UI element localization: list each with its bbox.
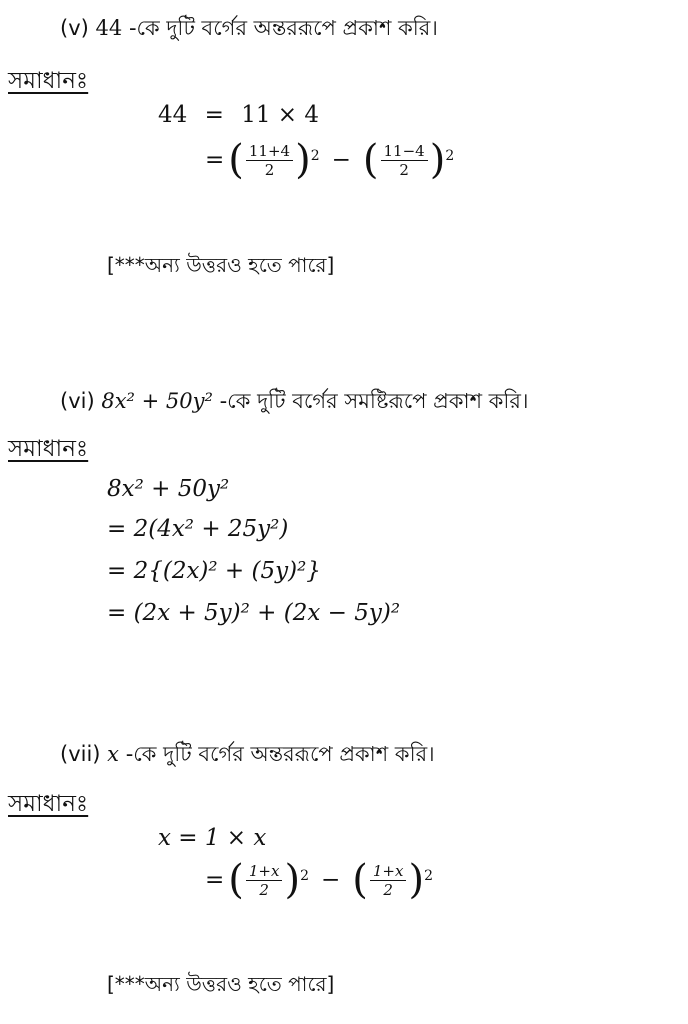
eq-sign: =	[205, 147, 225, 173]
eq-sign: =	[205, 867, 225, 893]
solution-heading: সমাধানঃ	[8, 436, 89, 462]
step-4: = (2x + 5y)² + (2x − 5y)²	[107, 600, 401, 626]
fraction-numerator: 11+4	[246, 142, 293, 161]
equation-line-2: = ( $\frac{1+x}{2}$ ) $^2$ − ( $\frac{1+x}{2}$ ) $^2$	[205, 857, 433, 903]
fraction	[370, 862, 407, 899]
fraction	[246, 862, 283, 899]
exponent: 2	[445, 148, 455, 164]
minus-sign: −	[331, 147, 351, 173]
question-v	[60, 12, 438, 47]
question-math: x	[107, 742, 120, 766]
question-label: (v)	[60, 16, 89, 40]
fraction	[246, 142, 293, 179]
exponent: 2	[424, 868, 433, 884]
exponent: 2	[310, 148, 320, 164]
solution-heading: সমাধানঃ	[8, 68, 89, 94]
solution-heading: সমাধানঃ	[8, 791, 89, 817]
question-text: -কে দুটি বর্গের অন্তররূপে প্রকাশ করি।	[125, 742, 435, 766]
step-3: = 2{(2x)² + (5y)²}	[107, 558, 321, 584]
question-label: (vii)	[60, 742, 101, 766]
equation-line-2: = ( $\frac{11+4}{2}$ ) $^2$ − ( $\frac{11-4}{2}$ ) $^2$	[205, 137, 455, 183]
fraction-numerator: 1+x	[246, 862, 283, 881]
fraction-denominator: 2	[383, 880, 393, 899]
question-math: 8x² + 50y²	[101, 389, 213, 413]
fraction-numerator: 1+x	[370, 862, 407, 881]
eq-sign: =	[204, 102, 224, 128]
note-text: [***অন্য উত্তরও হতে পারে]	[107, 253, 335, 277]
question-label: (vi)	[60, 389, 95, 413]
note-text: [***অন্য উত্তরও হতে পারে]	[107, 972, 335, 996]
eq-right: 11 × 4	[241, 102, 319, 128]
equation-line-1	[158, 102, 319, 128]
question-vi	[60, 385, 528, 420]
question-math: 44	[95, 16, 123, 40]
eq-left: 44	[158, 102, 188, 128]
fraction-denominator: 2	[259, 880, 269, 899]
equation-line-1: x = 1 × x	[158, 825, 267, 851]
step-1: 8x² + 50y²	[107, 476, 230, 502]
exponent: 2	[300, 868, 309, 884]
fraction-numerator: 11−4	[381, 142, 428, 161]
fraction-denominator: 2	[264, 160, 275, 179]
question-text: -কে দুটি বর্গের সমষ্টিরূপে প্রকাশ করি।	[219, 389, 529, 413]
question-text: -কে দুটি বর্গের অন্তররূপে প্রকাশ করি।	[128, 16, 438, 40]
fraction-denominator: 2	[399, 160, 409, 179]
fraction	[381, 142, 428, 179]
question-vii	[60, 738, 435, 773]
minus-sign: −	[321, 867, 341, 893]
step-2: = 2(4x² + 25y²)	[107, 516, 289, 542]
